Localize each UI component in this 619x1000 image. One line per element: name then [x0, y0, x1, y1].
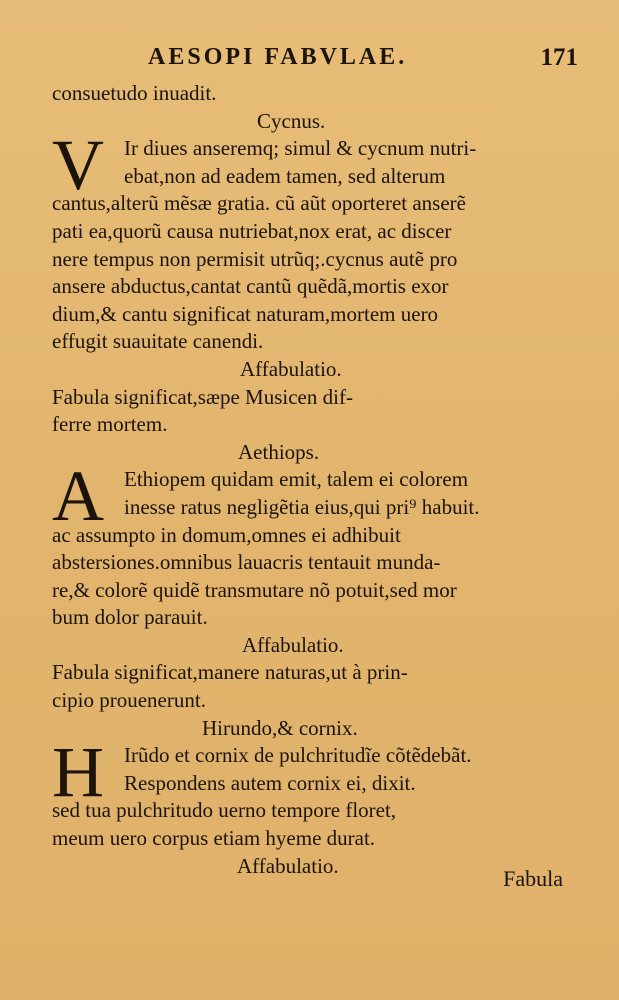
fable-title-aethiops: Aethiops.	[238, 439, 320, 464]
moral-line: ferre mortem.	[52, 412, 168, 437]
text-line: cantus,alterũ mẽsæ gratia. cũ aũt oporteret anserẽ	[52, 191, 466, 216]
page-number: 171	[540, 44, 578, 71]
affabulatio-heading: Affabulatio.	[240, 356, 342, 381]
moral-line: cipio prouenerunt.	[52, 688, 206, 713]
text-line: Irũdo et cornix de pulchritudĩe cõtẽdebãt.	[124, 743, 472, 768]
fable-paragraph-cycnus	[52, 125, 572, 356]
running-title: AESOPI FABVLAE.	[148, 44, 408, 70]
text-line: Ethiopem quidam emit, talem ei colorem	[124, 467, 469, 492]
catchword: Fabula	[503, 866, 563, 891]
affabulatio-heading: Affabulatio.	[242, 632, 344, 657]
drop-cap: V	[52, 125, 104, 206]
moral-line: Fabula significat,sæpe Musicen dif-	[52, 384, 353, 409]
page-body	[52, 80, 572, 880]
text-line: Ir diues anseremq; simul & cycnum nutri-	[124, 136, 477, 161]
text-line: bum dolor parauit.	[52, 605, 208, 630]
page-header	[148, 44, 578, 76]
text-line: ansere abductus,cantat cantũ quẽdã,mortis exor	[52, 274, 449, 299]
fable-paragraph-hirundo	[52, 732, 572, 852]
text-line: ebat,non ad eadem tamen, sed alterum	[124, 163, 446, 188]
text-line: re,& colorẽ quidẽ transmutare nõ potuit,sed mor	[52, 577, 457, 602]
affabulatio-heading: Affabulatio.	[237, 853, 339, 878]
text-line: effugit suauitate canendi.	[52, 329, 264, 354]
drop-cap: A	[52, 456, 104, 537]
text-line: consuetudo inuadit.	[52, 81, 217, 105]
text-line: ac assumpto in domum,omnes ei adhibuit	[52, 522, 401, 547]
fable-title-hirundo: Hirundo,& cornix.	[202, 715, 358, 740]
text-line: inesse ratus negligẽtia eius,qui pri⁹ habuit.	[124, 494, 480, 519]
text-line: sed tua pulchritudo uerno tempore floret,	[52, 798, 397, 823]
moral-line: Fabula significat,manere naturas,ut à prin-	[52, 660, 408, 685]
fable-title-cycnus: Cycnus.	[257, 108, 326, 133]
text-line: meum uero corpus etiam hyeme durat.	[52, 826, 376, 851]
fable-paragraph-aethiops	[52, 456, 572, 632]
text-line: pati ea,quorũ causa nutriebat,nox erat, ac discer	[52, 218, 452, 243]
text-line: dium,& cantu significat naturam,mortem uero	[52, 301, 439, 326]
text-line: Respondens autem cornix ei, dixit.	[124, 770, 416, 795]
text-line: abstersiones.omnibus lauacris tentauit munda-	[52, 550, 441, 575]
drop-cap: H	[52, 732, 104, 813]
text-line: nere tempus non permisit utrũq;.cycnus autẽ pro	[52, 246, 458, 271]
